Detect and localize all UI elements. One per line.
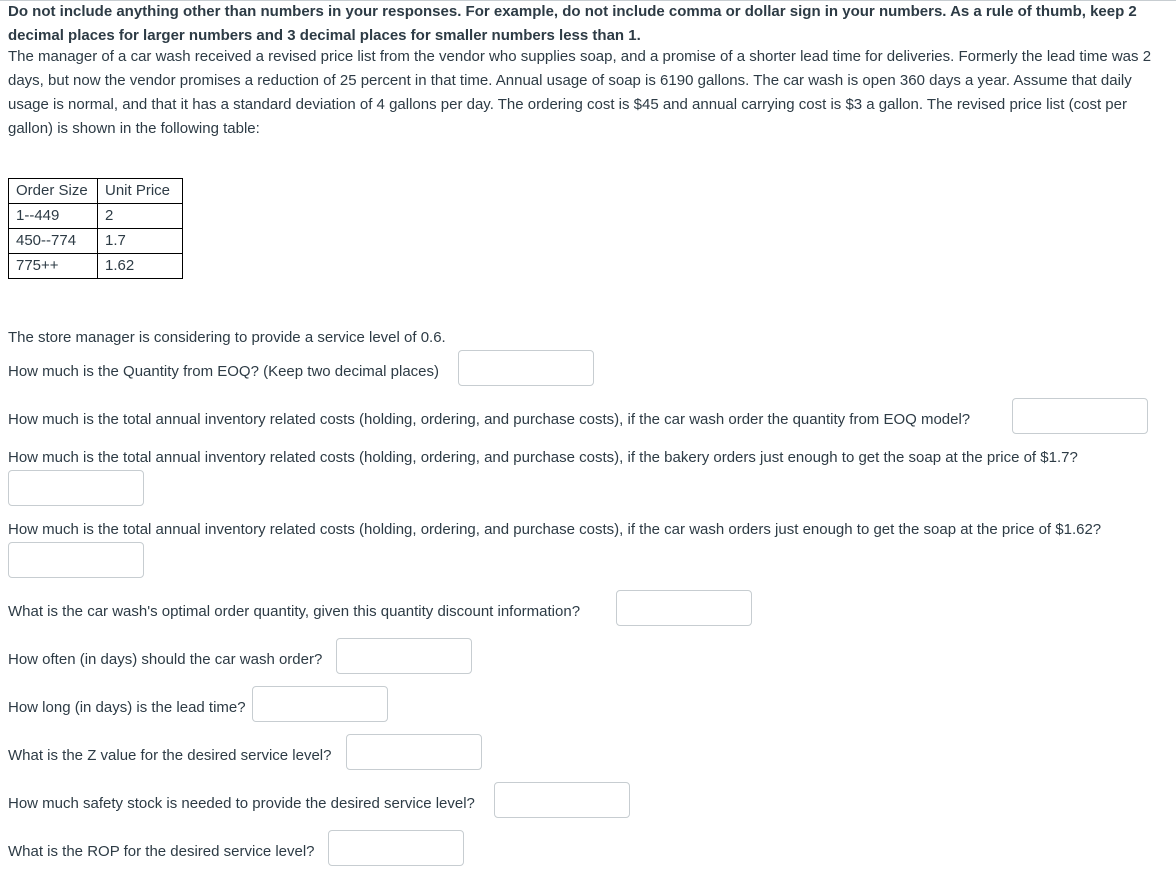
service-level-text: The store manager is considering to provide a service level of 0.6.: [8, 329, 446, 346]
question-eoq-total-cost-label: How much is the total annual inventory related costs (holding, ordering, and purchase costs), if the car wash order the quantity from EOQ model?: [8, 411, 971, 428]
table-header-row: [9, 179, 183, 204]
table-header-cell: Unit Price: [98, 179, 183, 204]
answer-safety-stock-input[interactable]: [494, 782, 630, 818]
answer-price-1-62-cost-input[interactable]: [8, 542, 144, 578]
question-order-frequency-label: How often (in days) should the car wash order?: [8, 651, 323, 668]
table-cell: 2: [98, 204, 183, 229]
instructions-text: Do not include anything other than numbers in your responses. For example, do not include comma or dollar sign in your numbers. As a rule of thumb, keep 2 decimal places for larger numbers and 3 decimal places for smaller numbers less than 1.: [8, 3, 1137, 44]
table-row: [9, 254, 183, 279]
answer-rop-input[interactable]: [328, 830, 464, 866]
table-cell: 775++: [9, 254, 98, 279]
table-cell: 450--774: [9, 229, 98, 254]
problem-text: The manager of a car wash received a revised price list from the vendor who supplies soap, and a promise of a shorter lead time for deliveries. Formerly the lead time was 2 days, but now the vendor promises a reduction of 25 percent in that time. Annual usage of soap is 6190 gallons. The car wash is open 360 days a year. Assume that daily usage is normal, and that it has a standard deviation of 4 gallons per day. The ordering cost is $45 and annual carrying cost is $3 a gallon. The revised price list (cost per gallon) is shown in the following table:: [8, 48, 1152, 137]
table-cell: 1.7: [98, 229, 183, 254]
question-z-value-label: What is the Z value for the desired service level?: [8, 747, 332, 764]
question-safety-stock-label: How much safety stock is needed to provide the desired service level?: [8, 795, 475, 812]
answer-optimal-quantity-input[interactable]: [616, 590, 752, 626]
price-table: [8, 178, 183, 279]
table-cell: 1--449: [9, 204, 98, 229]
answer-eoq-total-cost-input[interactable]: [1012, 398, 1148, 434]
table-cell: 1.62: [98, 254, 183, 279]
answer-eoq-quantity-input[interactable]: [458, 350, 594, 386]
question-rop-label: What is the ROP for the desired service level?: [8, 843, 315, 860]
answer-lead-time-input[interactable]: [252, 686, 388, 722]
table-row: [9, 229, 183, 254]
table-row: [9, 204, 183, 229]
answer-price-1-7-cost-input[interactable]: [8, 470, 144, 506]
table-header-cell: Order Size: [9, 179, 98, 204]
question-price-1-7-cost-label: How much is the total annual inventory related costs (holding, ordering, and purchase costs), if the bakery orders just enough to get the soap at the price of $1.7?: [8, 449, 1078, 466]
answer-z-value-input[interactable]: [346, 734, 482, 770]
question-eoq-label: How much is the Quantity from EOQ? (Keep two decimal places): [8, 363, 440, 380]
question-lead-time-label: How long (in days) is the lead time?: [8, 699, 246, 716]
answer-order-frequency-input[interactable]: [336, 638, 472, 674]
question-optimal-quantity-label: What is the car wash's optimal order quantity, given this quantity discount information?: [8, 603, 581, 620]
question-price-1-62-cost-label: How much is the total annual inventory related costs (holding, ordering, and purchase costs), if the car wash orders just enough to get the soap at the price of $1.62?: [8, 521, 1102, 538]
